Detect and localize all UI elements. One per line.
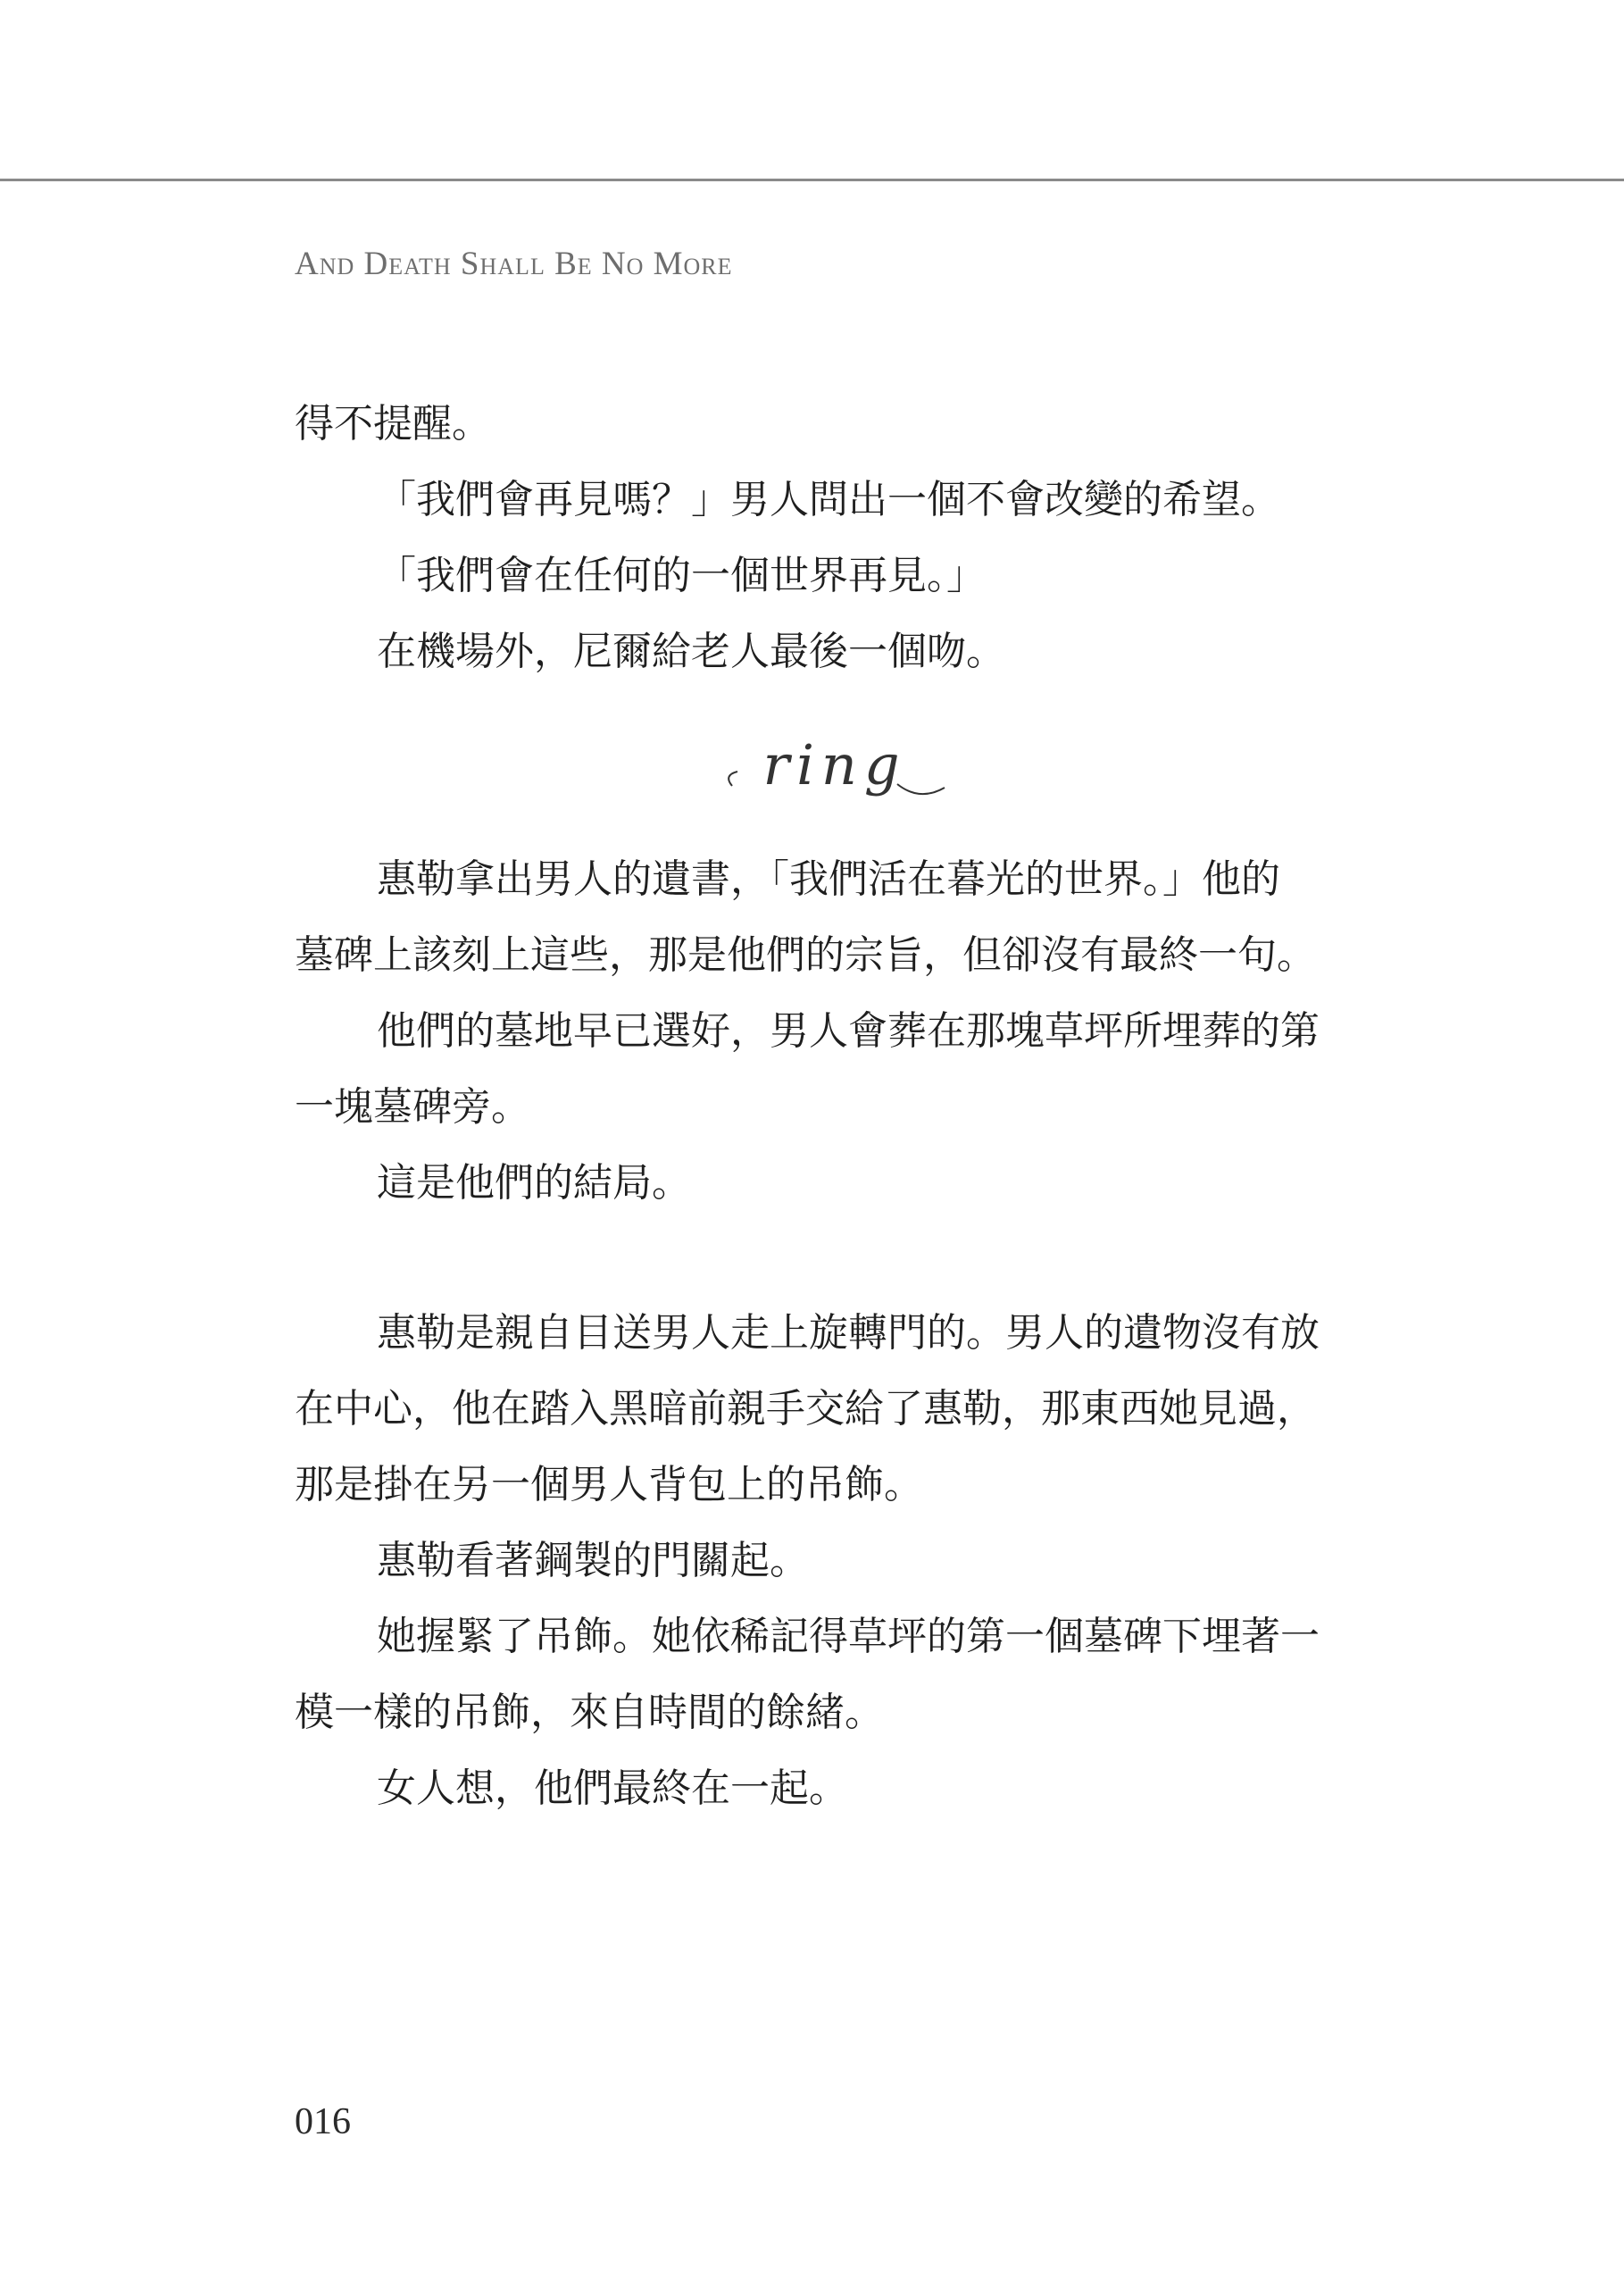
paragraph-line: 她握緊了吊飾。她依稀記得草坪的第一個墓碑下埋著一: [377, 1614, 1320, 1659]
paragraph: 「我們會在任何的一個世界再見。」: [377, 553, 986, 598]
section-2: [295, 841, 1384, 1221]
paragraph-line: 這是他們的結局。: [377, 1160, 691, 1206]
paragraph-line: 他們的墓地早已選好，男人會葬在那塊草坪所埋葬的第: [377, 1008, 1320, 1054]
section-3: [295, 1295, 1384, 1826]
paragraph: 「我們會再見嗎？」男人問出一個不會改變的希望。: [377, 477, 1280, 522]
paragraph-line: 模一樣的吊飾，來自時間的餘緒。: [295, 1690, 884, 1735]
paragraph-line: 在中心，他在踏入黑暗前親手交給了惠勒，那東西她見過，: [295, 1386, 1316, 1432]
paragraph: 得不提醒。: [295, 401, 491, 447]
header-rule: [0, 179, 1624, 181]
scene-break-ornament: [714, 732, 955, 813]
ornament-flourish-left: [729, 772, 737, 786]
paragraph-line: 女人想，他們最終在一起。: [377, 1766, 848, 1811]
ornament-text: ring: [762, 732, 907, 797]
running-header: And Death Shall Be No More: [295, 246, 733, 282]
paragraph: 在機場外，尼爾給老人最後一個吻。: [377, 629, 1005, 674]
page-number: 016: [295, 2101, 351, 2142]
section-1: [295, 386, 1384, 689]
paragraph-line: 惠勒是親自目送男人走上旋轉門的。男人的遺物沒有放: [377, 1310, 1320, 1356]
paragraph-line: 惠勒看著鋼製的門關起。: [377, 1538, 809, 1583]
paragraph-line: 惠勒拿出男人的遺書，「我們活在暮光的世界。」他的: [377, 856, 1280, 902]
paragraph-line: 那是掛在另一個男人背包上的吊飾。: [295, 1462, 923, 1507]
paragraph-line: 一塊墓碑旁。: [295, 1084, 530, 1130]
paragraph-line: 墓碑上該刻上這些，那是他們的宗旨，但卻沒有最終一句。: [295, 932, 1316, 978]
